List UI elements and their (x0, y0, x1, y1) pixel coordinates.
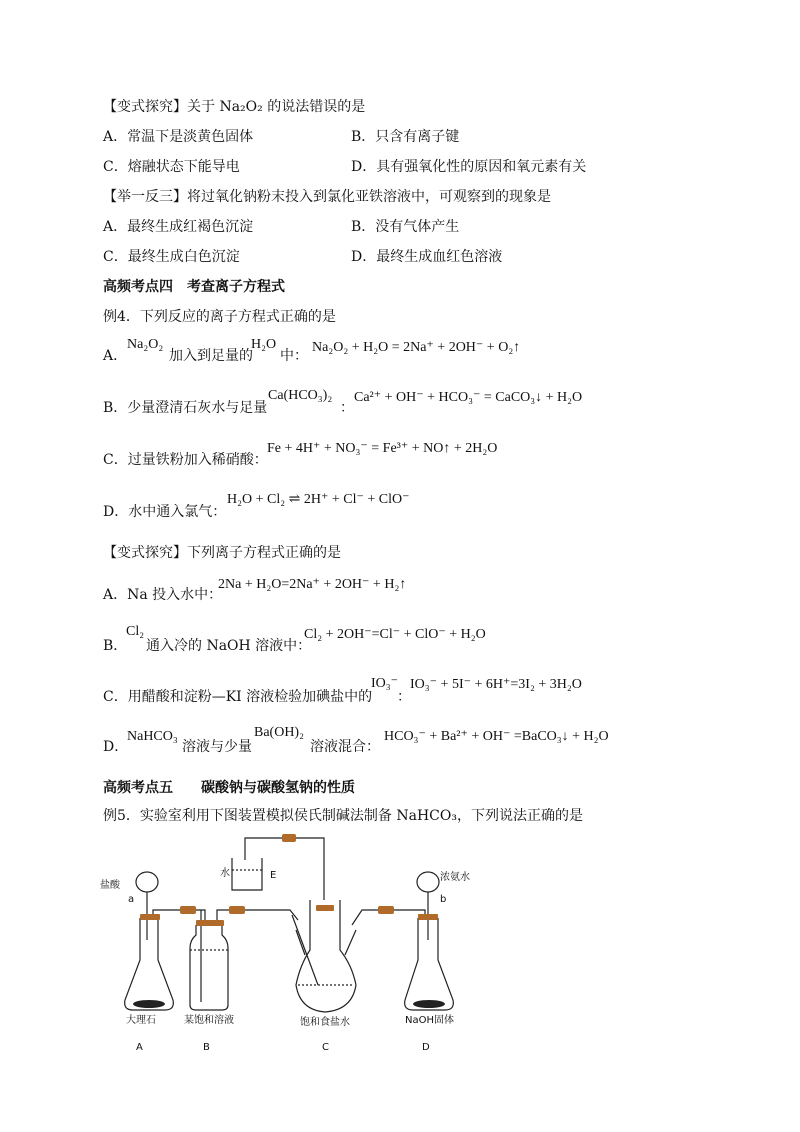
label-water: 水 (220, 868, 230, 879)
option-c: C．最终生成白色沉淀 (103, 249, 240, 265)
equation: Fe + 4H⁺ + NO₃⁻ = Fe³⁺ + NO↑ + 2H₂O (267, 441, 498, 456)
option-text: 加入到足量的 (169, 348, 253, 364)
label-C: C (322, 1042, 329, 1053)
option-text: 溶液与少量 (182, 739, 252, 755)
option-c: C．用醋酸和淀粉—KI 溶液检验加碘盐中的 (103, 689, 373, 705)
label-ammonia: 浓氨水 (440, 872, 470, 883)
option-b: B．只含有离子键 (351, 129, 460, 145)
beaker-e (232, 858, 262, 890)
option-d: D．具有强氧化性的原因和氧元素有关 (351, 159, 587, 175)
option-d: D．最终生成血红色溶液 (351, 249, 503, 265)
question-stem: 【举一反三】将过氧化钠粉末投入到氯化亚铁溶液中，可观察到的现象是 (103, 189, 551, 205)
option-b: B．少量澄清石灰水与足量 (103, 400, 268, 416)
option-d: D． (103, 739, 129, 755)
formula: NaHCO₃ (127, 729, 178, 744)
label-naoh: NaOH固体 (405, 1015, 454, 1026)
formula: Ba(OH)₂ (254, 725, 304, 740)
equation: Na₂O₂ + H₂O = 2Na⁺ + 2OH⁻ + O₂↑ (312, 340, 521, 355)
option-text: 通入冷的 NaOH 溶液中： (146, 638, 312, 654)
question-stem: 例5．实验室利用下图装置模拟侯氏制碱法制备 NaHCO₃，下列说法正确的是 (103, 808, 583, 824)
option-text: ： (340, 400, 354, 416)
question-stem: 【变式探究】关于 Na₂O₂ 的说法错误的是 (103, 99, 366, 115)
formula: H₂O (251, 337, 277, 352)
option-d: D．水中通入氯气： (103, 504, 227, 520)
label-sat-solution: 某饱和溶液 (184, 1015, 234, 1026)
funnel-d (417, 872, 439, 892)
label-e: E (270, 870, 277, 881)
label-limestone: 大理石 (126, 1015, 156, 1026)
question-stem: 【变式探究】下列离子方程式正确的是 (103, 545, 341, 561)
formula: Cl₂ (126, 624, 145, 639)
flask-c (296, 900, 356, 1012)
section-heading: 高频考点四 考查离子方程式 (103, 279, 285, 295)
label-A: A (136, 1042, 143, 1053)
option-a: A．Na 投入水中： (103, 587, 223, 603)
equation: H₂O + Cl₂ ⇌ 2H⁺ + Cl⁻ + ClO⁻ (227, 492, 410, 507)
option-b: B． (103, 638, 128, 654)
option-text: 中： (280, 348, 308, 364)
option-c: C．过量铁粉加入稀硝酸： (103, 452, 268, 468)
formula: IO₃⁻ (371, 676, 399, 691)
formula: Ca(HCO₃)₂ (268, 388, 333, 403)
label-b: b (440, 894, 447, 905)
section-heading: 高频考点五 碳酸钠与碳酸氢钠的性质 (103, 780, 355, 796)
option-text: ： (397, 689, 411, 705)
option-a: A．最终生成红褐色沉淀 (103, 219, 254, 235)
option-b: B．没有气体产生 (351, 219, 460, 235)
question-stem: 例4．下列反应的离子方程式正确的是 (103, 309, 336, 325)
equation: Ca²⁺ + OH⁻ + HCO₃⁻ = CaCO₃↓ + H₂O (354, 390, 583, 405)
funnel-a (136, 872, 158, 892)
equation: 2Na + H₂O=2Na⁺ + 2OH⁻ + H₂↑ (218, 577, 407, 592)
label-D: D (422, 1042, 430, 1053)
equation: Cl₂ + 2OH⁻=Cl⁻ + ClO⁻ + H₂O (304, 627, 486, 642)
option-a: A． (103, 348, 128, 364)
bottle-b (190, 925, 228, 1010)
flask-d (405, 918, 454, 1010)
label-a: a (128, 894, 135, 905)
equation: IO₃⁻ + 5I⁻ + 6H⁺=3I₂ + 3H₂O (410, 677, 582, 692)
option-text: 溶液混合： (310, 739, 380, 755)
option-a: A．常温下是淡黄色固体 (103, 129, 254, 145)
formula: Na₂O₂ (127, 337, 164, 352)
option-c: C．熔融状态下能导电 (103, 159, 240, 175)
label-hcl: 盐酸 (100, 880, 120, 891)
equation: HCO₃⁻ + Ba²⁺ + OH⁻ =BaCO₃↓ + H₂O (384, 729, 609, 744)
label-B: B (203, 1042, 210, 1053)
flask-a (125, 918, 174, 1010)
label-brine: 饱和食盐水 (300, 1017, 350, 1028)
